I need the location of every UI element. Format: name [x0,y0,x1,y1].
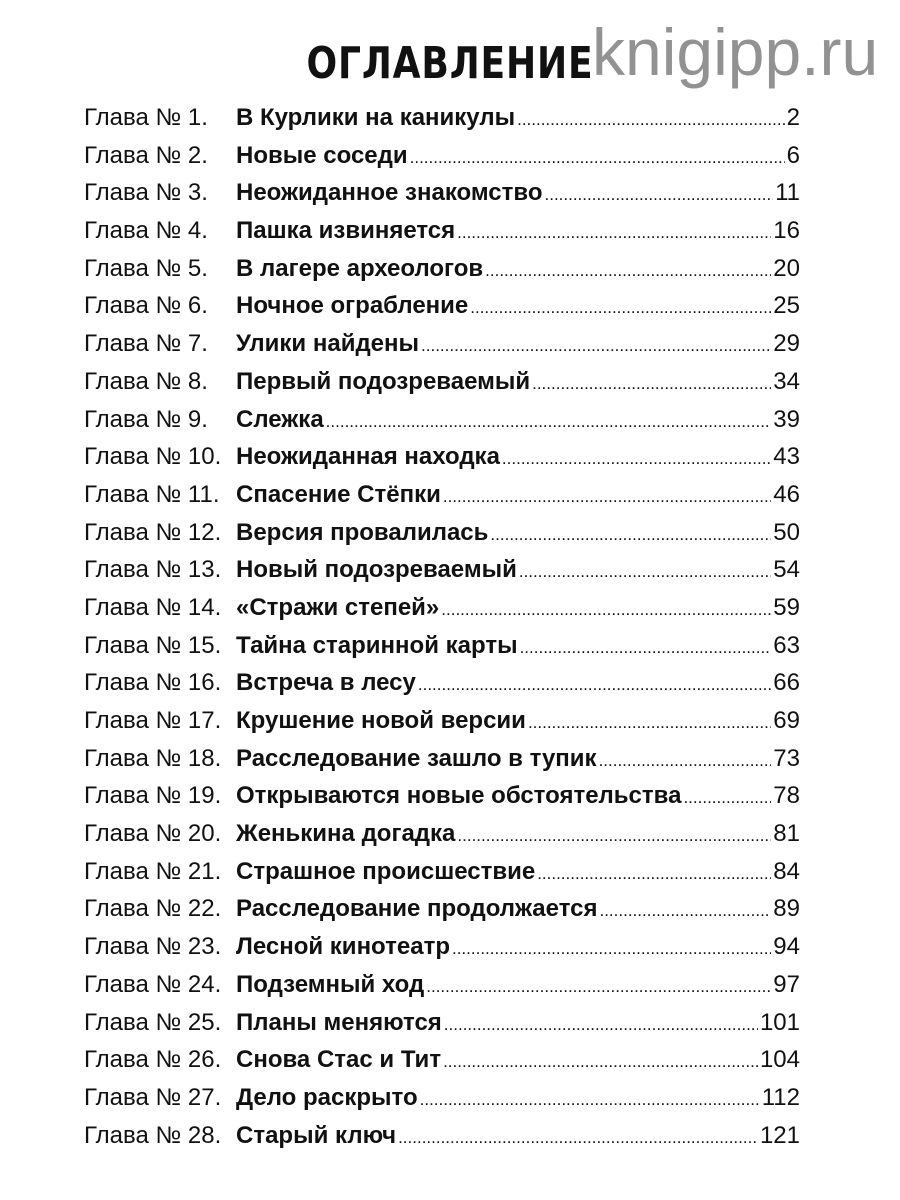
chapter-title: Дело раскрыто [236,1083,418,1111]
dot-leader [528,707,771,735]
chapter-label: Глава № 9. [84,405,208,433]
dot-leader [683,782,771,810]
chapter-label: Глава № 7. [84,330,208,358]
toc-entry[interactable] [84,782,800,820]
chapter-label: Глава № 1. [84,104,208,131]
toc-entry[interactable] [84,556,800,594]
page-number: 78 [773,782,800,810]
toc-entry[interactable] [84,933,800,971]
chapter-label: Глава № 19. [84,782,222,810]
chapter-title: Ночное ограбление [236,292,469,320]
chapter-label: Глава № 23. [84,933,222,961]
dot-leader [452,933,771,961]
toc-entry[interactable] [84,481,800,519]
chapter-title: Снова Стас и Тит [236,1046,442,1074]
page-number: 66 [773,669,800,697]
dot-leader [520,632,772,660]
toc-entry[interactable] [84,104,800,142]
toc-entry[interactable] [84,330,800,368]
page-number: 81 [773,820,800,848]
dot-leader [457,217,771,245]
dot-leader [502,443,771,471]
chapter-label: Глава № 28. [84,1121,222,1149]
chapter-title: Слежка [236,405,324,433]
dot-leader [599,745,772,773]
toc-entry[interactable] [84,858,800,896]
chapter-title: Планы меняются [236,1008,442,1036]
chapter-title: Неожиданное знакомство [236,179,543,207]
dot-leader [457,820,771,848]
toc-entry[interactable] [84,669,800,707]
chapter-label: Глава № 25. [84,1008,222,1036]
page-number: 84 [773,857,800,885]
chapter-label: Глава № 21. [84,857,222,885]
toc-entry[interactable] [84,443,800,481]
dot-leader [326,406,772,434]
dot-leader [421,330,771,358]
toc-entry[interactable] [84,217,800,255]
dot-leader [398,1122,758,1150]
chapter-title: Тайна старинной карты [236,631,518,659]
chapter-title: Встреча в лесу [236,669,416,697]
page-number: 89 [773,895,800,923]
page-number: 112 [761,1083,800,1111]
dot-leader [537,858,771,886]
dot-leader [532,368,771,396]
toc-entry[interactable] [84,895,800,933]
chapter-title: Новые соседи [236,141,408,169]
toc-entry[interactable] [84,1046,800,1084]
chapter-label: Глава № 16. [84,669,222,697]
page-number: 101 [759,1008,800,1036]
page-number: 50 [773,518,800,546]
watermark: knigipp.ru [592,15,879,89]
chapter-title: В Курлики на каникулы [236,104,516,131]
chapter-title: Первый подозреваемый [236,367,531,395]
toc-entry[interactable] [84,142,800,180]
chapter-label: Глава № 11. [84,480,220,508]
chapter-label: Глава № 20. [84,820,222,848]
chapter-title: Спасение Стёпки [236,480,441,508]
toc-entry[interactable] [84,707,800,745]
dot-leader [545,179,774,207]
page-number: 59 [773,593,800,621]
toc-entry[interactable] [84,745,800,783]
toc-entry[interactable] [84,292,800,330]
toc-entry[interactable] [84,179,800,217]
page-number: 20 [773,254,800,282]
dot-leader [444,1009,758,1037]
toc-entry[interactable] [84,820,800,858]
page-number: 34 [773,367,800,395]
chapter-title: Лесной кинотеатр [236,933,450,961]
chapter-title: Страшное происшествие [236,857,536,885]
chapter-label: Глава № 8. [84,367,208,395]
chapter-label: Глава № 22. [84,895,222,923]
page-number: 29 [773,330,800,358]
chapter-label: Глава № 3. [84,179,208,207]
toc-entry[interactable] [84,368,800,406]
chapter-label: Глава № 12. [84,518,222,546]
chapter-label: Глава № 24. [84,970,222,998]
toc-entry[interactable] [84,519,800,557]
dot-leader [599,895,771,923]
chapter-label: Глава № 14. [84,593,222,621]
chapter-title: Женькина догадка [236,820,456,848]
dot-leader [519,556,771,584]
toc-entry[interactable] [84,632,800,670]
chapter-label: Глава № 26. [84,1046,222,1074]
toc-entry[interactable] [84,255,800,293]
chapter-title: Старый ключ [236,1121,397,1149]
chapter-label: Глава № 15. [84,631,222,659]
chapter-title: Подземный ход [236,970,425,998]
page-number: 46 [773,480,800,508]
chapter-title: Крушение новой версии [236,707,526,734]
page-number: 11 [775,179,800,207]
toc-entry[interactable] [84,594,800,632]
chapter-title: Расследование продолжается [236,895,598,923]
toc-entry[interactable] [84,1009,800,1047]
dot-leader [410,142,785,170]
page-number: 69 [773,707,800,734]
chapter-title: Улики найдены [236,330,420,358]
dot-leader [485,255,771,283]
chapter-label: Глава № 2. [84,141,208,169]
page-number: 39 [773,405,800,433]
chapter-label: Глава № 4. [84,217,208,245]
page-number: 16 [773,217,800,245]
chapter-label: Глава № 6. [84,292,208,320]
toc-entry[interactable] [84,971,800,1009]
dot-leader [441,594,771,622]
chapter-title: Открываются новые обстоятельства [236,782,682,810]
chapter-title: Расследование зашло в тупик [236,744,597,772]
dot-leader [517,104,785,132]
chapter-label: Глава № 27. [84,1083,222,1111]
page-number: 104 [759,1046,800,1074]
dot-leader [420,1084,760,1112]
page-number: 73 [773,744,800,772]
page-number: 54 [773,556,800,584]
table-of-contents [84,104,800,1159]
chapter-label: Глава № 17. [84,707,222,734]
dot-leader [443,1046,758,1074]
page-number: 63 [773,631,800,659]
chapter-title: «Стражи степей» [236,593,440,621]
dot-leader [490,519,771,547]
toc-entry[interactable] [84,406,800,444]
chapter-title: Неожиданная находка [236,443,500,471]
dot-leader [443,481,771,509]
page-number: 94 [773,933,800,961]
page-title: ОГЛАВЛЕНИЕ [306,38,594,89]
chapter-title: Новый подозреваемый [236,556,517,584]
toc-entry[interactable] [84,1122,800,1160]
chapter-label: Глава № 13. [84,556,222,584]
page-number: 6 [786,141,800,169]
page-number: 121 [759,1121,800,1149]
page-number: 2 [786,104,800,131]
dot-leader [418,669,771,697]
chapter-label: Глава № 10. [84,443,222,471]
chapter-title: Пашка извиняется [236,217,456,245]
page-number: 43 [773,443,800,471]
chapter-label: Глава № 18. [84,744,222,772]
dot-leader [470,292,771,320]
toc-entry[interactable] [84,1084,800,1122]
page-number: 97 [773,970,800,998]
page-number: 25 [773,292,800,320]
chapter-title: В лагере археологов [236,254,484,282]
dot-leader [426,971,771,999]
chapter-label: Глава № 5. [84,254,208,282]
chapter-title: Версия провалилась [236,518,489,546]
